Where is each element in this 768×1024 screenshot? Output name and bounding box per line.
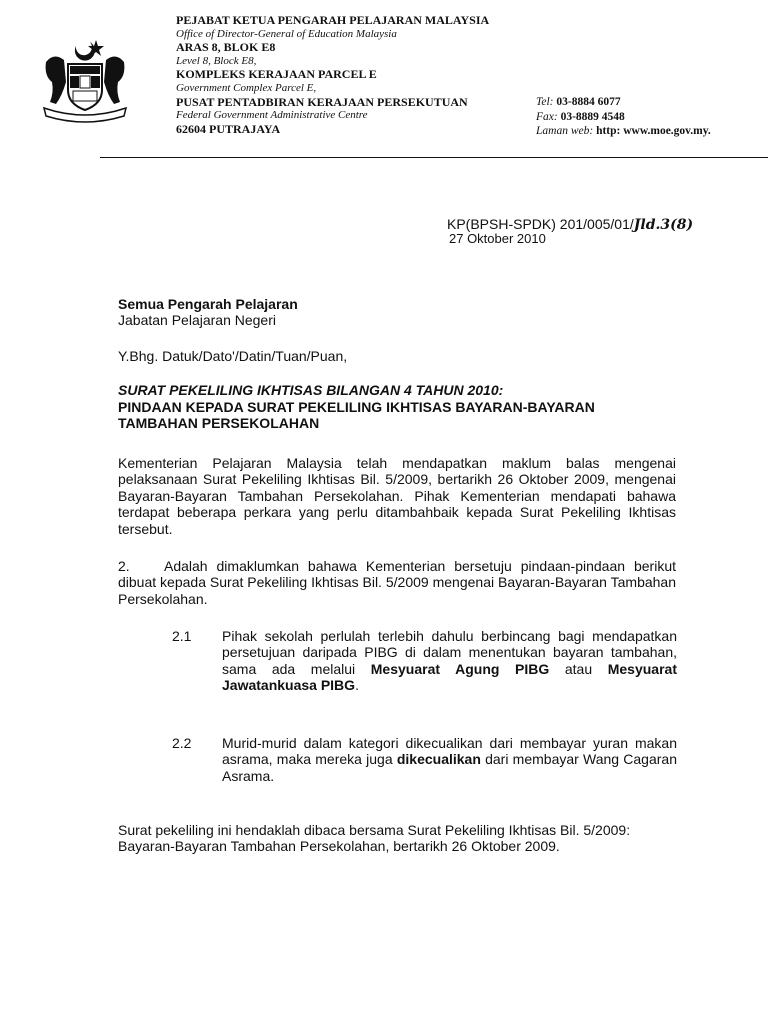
item-number: 2.1 bbox=[172, 628, 192, 644]
fax-line: Fax: 03-8889 4548 bbox=[536, 110, 625, 123]
subject bbox=[118, 382, 678, 432]
letterhead-line: ARAS 8, BLOK E8 bbox=[176, 40, 276, 55]
addressee bbox=[118, 296, 676, 329]
letter-date: 27 Oktober 2010 bbox=[449, 231, 546, 246]
letterhead-line: Federal Government Administrative Centre bbox=[176, 109, 368, 122]
website-line: Laman web: http: www.moe.gov.my. bbox=[536, 125, 711, 137]
letterhead-line: 62604 PUTRAJAYA bbox=[176, 121, 281, 136]
subject-line-2: PINDAAN KEPADA SURAT PEKELILING IKHTISAS BAYARAN-BAYARAN bbox=[118, 398, 595, 415]
letterhead-line: PEJABAT KETUA PENGARAH PELAJARAN MALAYSIA bbox=[176, 13, 490, 27]
subject-line-3: TAMBAHAN PERSEKOLAHAN bbox=[118, 415, 320, 432]
telephone-line: Tel: 03-8884 6077 bbox=[536, 96, 621, 108]
letterhead-line: Level 8, Block E8, bbox=[176, 54, 257, 67]
item-number: 2.2 bbox=[172, 735, 192, 751]
paragraph-2: 2. Adalah dimaklumkan bahawa Kementerian bersetuju pindaan-pindaan berikut dibuat kepada Surat Pekeliling Ikhtisas Bil. 5/2009 mengenai Bayaran-Bayaran Tambahan Persekolahan. bbox=[118, 558, 676, 607]
letterhead-line: Government Complex Parcel E, bbox=[176, 81, 317, 94]
salutation: Y.Bhg. Datuk/Dato'/Datin/Tuan/Puan, bbox=[118, 348, 348, 364]
reference-number: KP(BPSH-SPDK) 201/005/01/Jld.3(8) bbox=[447, 216, 694, 233]
letterhead-line: KOMPLEKS KERAJAAN PARCEL E bbox=[176, 67, 377, 82]
paragraph-number: 2. bbox=[118, 558, 130, 574]
addressee-line-1: Semua Pengarah Pelajaran bbox=[118, 296, 298, 312]
coat-of-arms-icon bbox=[40, 34, 130, 124]
letterhead-line: Office of Director-General of Education Malaysia bbox=[176, 27, 397, 40]
item-text: Murid-murid dalam kategori dikecualikan dari membayar yuran makan asrama, maka mereka juga dikecualikan dari membayar Wang Cagaran Asrama. bbox=[222, 735, 677, 784]
item-text: Pihak sekolah perlulah terlebih dahulu berbincang bagi mendapatkan persetujuan daripada PIBG di dalam menentukan bayaran tambahan, sama ada melalui Mesyuarat Agung PIBG atau Mesyuarat Jawatankuasa PIBG. bbox=[222, 628, 677, 694]
letterhead-address bbox=[176, 14, 536, 136]
subject-line-1: SURAT PEKELILING IKHTISAS BILANGAN 4 TAHUN 2010: bbox=[118, 382, 504, 398]
addressee-line-2: Jabatan Pelajaran Negeri bbox=[118, 312, 276, 329]
letterhead-line: PUSAT PENTADBIRAN KERAJAAN PERSEKUTUAN bbox=[176, 94, 468, 109]
letterhead-contact bbox=[536, 95, 711, 139]
paragraph-3: Surat pekeliling ini hendaklah dibaca bersama Surat Pekeliling Ikhtisas Bil. 5/2009: Bayaran-Bayaran Tambahan Persekolahan, bertarikh 26 Oktober 2009. bbox=[118, 822, 631, 855]
handwritten-annotation: Jld.3(8) bbox=[633, 217, 694, 233]
paragraph-1: Kementerian Pelajaran Malaysia telah mendapatkan maklum balas mengenai pelaksanaan Surat Pekeliling Ikhtisas Bil. 5/2009, bertarikh 26 Oktober 2009, mengenai Bayaran-Bayaran Tambahan Persekolahan. Pihak Kementerian mendapati bahawa terdapat beberapa perkara yang perlu ditambahbaik kepada Surat Pekeliling Ikhtisas tersebut. bbox=[118, 455, 676, 537]
header-divider bbox=[100, 157, 768, 158]
